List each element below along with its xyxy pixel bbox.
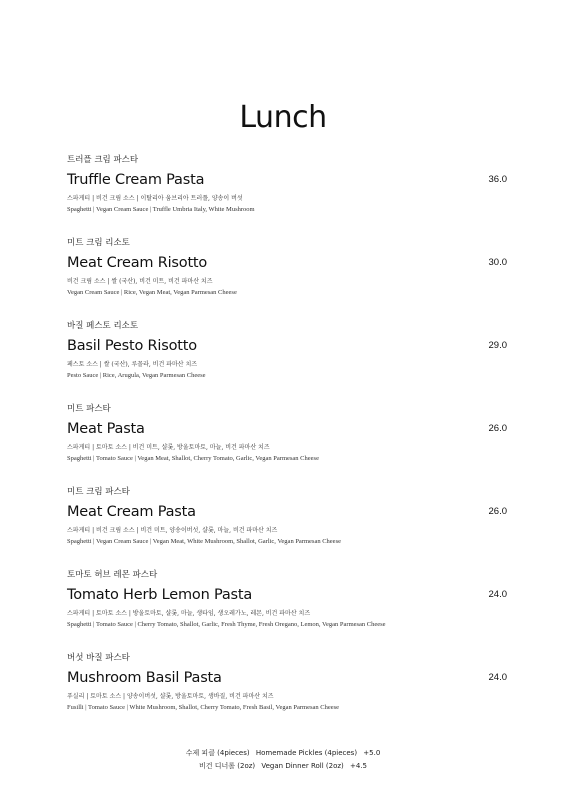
item-english-description: Spaghetti | Vegan Cream Sauce | Vegan Meat, White Mushroom, Shallot, Garlic, Vegan Parmesan Cheese xyxy=(67,538,341,545)
item-price: 30.0 xyxy=(488,257,507,268)
extra-item-dinner-roll xyxy=(0,760,566,773)
item-english-name: Meat Cream Pasta xyxy=(67,504,196,520)
item-korean-name: 버섯 바질 파스타 xyxy=(67,653,130,663)
item-price: 26.0 xyxy=(488,423,507,434)
menu-item-mushroom-basil-pasta xyxy=(67,653,507,736)
menu-item-meat-cream-pasta xyxy=(67,487,507,570)
extra-price: +5.0 xyxy=(363,749,381,757)
item-english-description: Spaghetti | Vegan Cream Sauce | Truffle Umbria Italy, White Mushroom xyxy=(67,206,255,213)
menu-item-meat-cream-risotto xyxy=(67,238,507,321)
item-english-name: Meat Cream Risotto xyxy=(67,255,208,271)
menu-item-basil-pesto-risotto xyxy=(67,321,507,404)
item-korean-description: 스파게티 | 비건 크림 소스 | 이탈리아 움브리아 트러플, 양송이 버섯 xyxy=(67,195,243,202)
extra-korean-name: 수제 피클 (4pieces) xyxy=(185,749,250,757)
item-english-description: Pesto Sauce | Rice, Arugula, Vegan Parmesan Cheese xyxy=(67,372,206,379)
item-english-name: Basil Pesto Risotto xyxy=(67,338,197,354)
item-korean-description: 비건 크림 소스 | 쌀 (국산), 비건 미트, 비건 파마산 치즈 xyxy=(67,278,213,285)
item-korean-description: 스파게티 | 토마토 소스 | 방울토마토, 샬롯, 마늘, 생타임, 생오레가노, 레몬, 비건 파마산 치즈 xyxy=(67,610,311,617)
item-english-description: Fusilli | Tomato Sauce | White Mushroom, Shallot, Cherry Tomato, Fresh Basil, Vegan Parmesan Cheese xyxy=(67,704,340,711)
item-korean-description: 페스토 소스 | 쌀 (국산), 루꼴라, 비건 파마산 치즈 xyxy=(67,361,198,368)
item-price: 29.0 xyxy=(488,340,507,351)
item-price: 36.0 xyxy=(488,174,507,185)
menu-item-truffle-cream-pasta xyxy=(67,155,507,238)
item-korean-description: 푸실리 | 토마토 소스 | 양송이버섯, 샬롯, 방울토마토, 생바질, 비건 파마산 치즈 xyxy=(67,693,274,700)
item-price: 24.0 xyxy=(488,672,507,683)
item-korean-name: 트러플 크림 파스타 xyxy=(67,155,139,165)
item-korean-description: 스파게티 | 비건 크림 소스 | 비건 미트, 양송이버섯, 샬롯, 마늘, 비건 파마산 치즈 xyxy=(67,527,278,534)
page-title: Lunch xyxy=(239,100,327,135)
item-korean-name: 미트 크림 리소토 xyxy=(67,238,130,248)
item-english-description: Spaghetti | Tomato Sauce | Cherry Tomato, Shallot, Garlic, Fresh Thyme, Fresh Oregano, Lemon, Vegan Parmesan Cheese xyxy=(67,621,386,628)
item-english-name: Meat Pasta xyxy=(67,421,145,437)
menu-item-tomato-herb-lemon-pasta xyxy=(67,570,507,653)
extra-english-name: Homemade Pickles (4pieces) xyxy=(255,749,358,757)
item-english-name: Tomato Herb Lemon Pasta xyxy=(67,587,253,603)
item-price: 26.0 xyxy=(488,506,507,517)
item-english-description: Spaghetti | Tomato Sauce | Vegan Meat, Shallot, Cherry Tomato, Garlic, Vegan Parmesan Cheese xyxy=(67,455,319,462)
extra-korean-name: 비건 디너롤 (2oz) xyxy=(199,762,256,770)
item-korean-description: 스파게티 | 토마토 소스 | 비건 미트, 샬롯, 방울토마토, 마늘, 비건 파마산 치즈 xyxy=(67,444,270,451)
extras-section xyxy=(0,747,566,773)
item-korean-name: 토마토 허브 레몬 파스타 xyxy=(67,570,158,580)
item-english-description: Vegan Cream Sauce | Rice, Vegan Meat, Vegan Parmesan Cheese xyxy=(67,289,237,296)
item-korean-name: 미트 파스타 xyxy=(67,404,111,414)
menu-list xyxy=(67,155,507,736)
item-english-name: Mushroom Basil Pasta xyxy=(67,670,222,686)
extra-english-name: Vegan Dinner Roll (2oz) xyxy=(261,762,344,770)
item-english-name: Truffle Cream Pasta xyxy=(67,172,205,188)
item-korean-name: 바질 페스토 리소토 xyxy=(67,321,139,331)
item-korean-name: 미트 크림 파스타 xyxy=(67,487,130,497)
extra-price: +4.5 xyxy=(350,762,367,770)
menu-item-meat-pasta xyxy=(67,404,507,487)
extra-item-pickles xyxy=(0,747,566,760)
item-price: 24.0 xyxy=(488,589,507,600)
